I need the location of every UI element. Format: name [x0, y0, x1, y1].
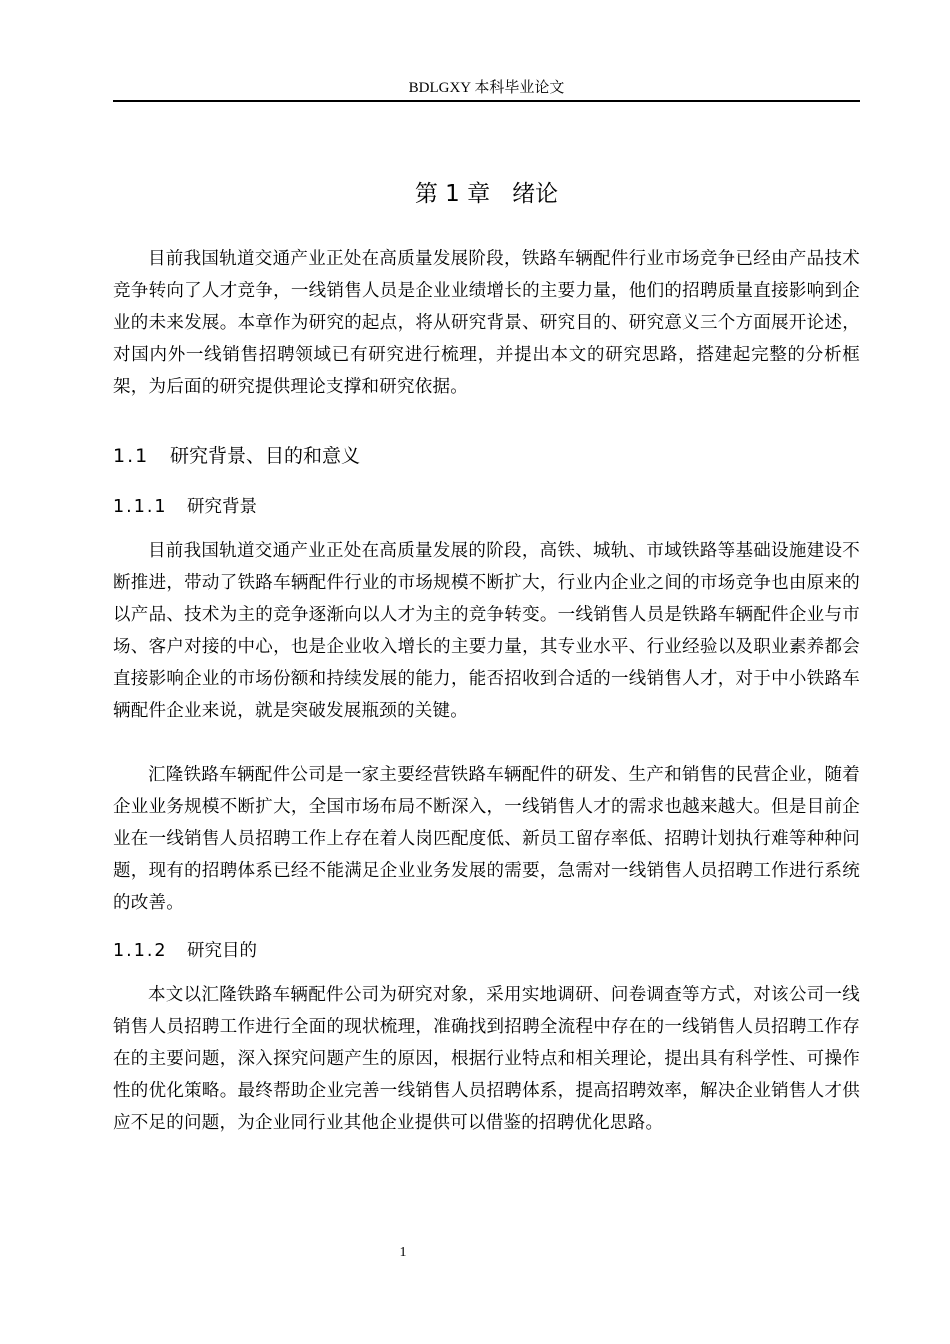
section-title: 研究背景、目的和意义 [170, 445, 361, 467]
running-header: BDLGXY 本科毕业论文 [408, 80, 565, 96]
chapter-label: 第 1 章 [414, 181, 491, 207]
intro-paragraph: 目前我国轨道交通产业正处在高质量发展阶段，铁路车辆配件行业市场竞争已经由产品技术竞争转向了人才竞争，一线销售人员是企业业绩增长的主要力量，他们的招聘质量直接影响到企业的未来发展。本章作为研究的起点，将从研究背景、研究目的、研究意义三个方面展开论述，对国内外一线销售招聘领域已有研究进行梳理，并提出本文的研究思路，搭建起完整的分析框架，为后面的研究提供理论支撑和研究依据。 [113, 249, 860, 397]
background-paragraph-2: 汇隆铁路车辆配件公司是一家主要经营铁路车辆配件的研发、生产和销售的民营企业，随着企业业务规模不断扩大，全国市场布局不断深入，一线销售人才的需求也越来越大。但是目前企业在一线销售人员招聘工作上存在着人岗匹配度低、新员工留存率低、招聘计划执行难等种种问题，现有的招聘体系已经不能满足企业业务发展的需要，急需对一线销售人员招聘工作进行系统的改善。 [113, 765, 860, 913]
chapter-title [113, 178, 860, 210]
section-heading-1-1 [113, 441, 860, 471]
header-rule [113, 100, 860, 102]
subsection-number: 1.1.2 [113, 941, 168, 961]
purpose-paragraph: 本文以汇隆铁路车辆配件公司为研究对象，采用实地调研、问卷调查等方式，对该公司一线销售人员招聘工作进行全面的现状梳理，准确找到招聘全流程中存在的一线销售人员招聘工作存在的主要问题，深入探究问题产生的原因，根据行业特点和相关理论，提出具有科学性、可操作性的优化策略。最终帮助企业完善一线销售人员招聘体系，提高招聘效率，解决企业销售人才供应不足的问题，为企业同行业其他企业提供可以借鉴的招聘优化思路。 [113, 985, 860, 1133]
subsection-title: 研究背景 [187, 497, 257, 517]
section-number: 1.1 [113, 445, 150, 467]
chapter-name: 绪论 [512, 181, 559, 207]
subsection-heading-1-1-1 [113, 493, 860, 521]
subsection-heading-1-1-2 [113, 937, 860, 965]
page-number: 1 [399, 1245, 407, 1260]
subsection-number: 1.1.1 [113, 497, 168, 517]
subsection-title: 研究目的 [187, 941, 257, 961]
background-paragraph-1: 目前我国轨道交通产业正处在高质量发展的阶段，高铁、城轨、市域铁路等基础设施建设不断推进，带动了铁路车辆配件行业的市场规模不断扩大，行业内企业之间的市场竞争也由原来的以产品、技术为主的竞争逐渐向以人才为主的竞争转变。一线销售人员是铁路车辆配件企业与市场、客户对接的中心，也是企业收入增长的主要力量，其专业水平、行业经验以及职业素养都会直接影响企业的市场份额和持续发展的能力，能否招收到合适的一线销售人才，对于中小铁路车辆配件企业来说，就是突破发展瓶颈的关键。 [113, 541, 860, 721]
